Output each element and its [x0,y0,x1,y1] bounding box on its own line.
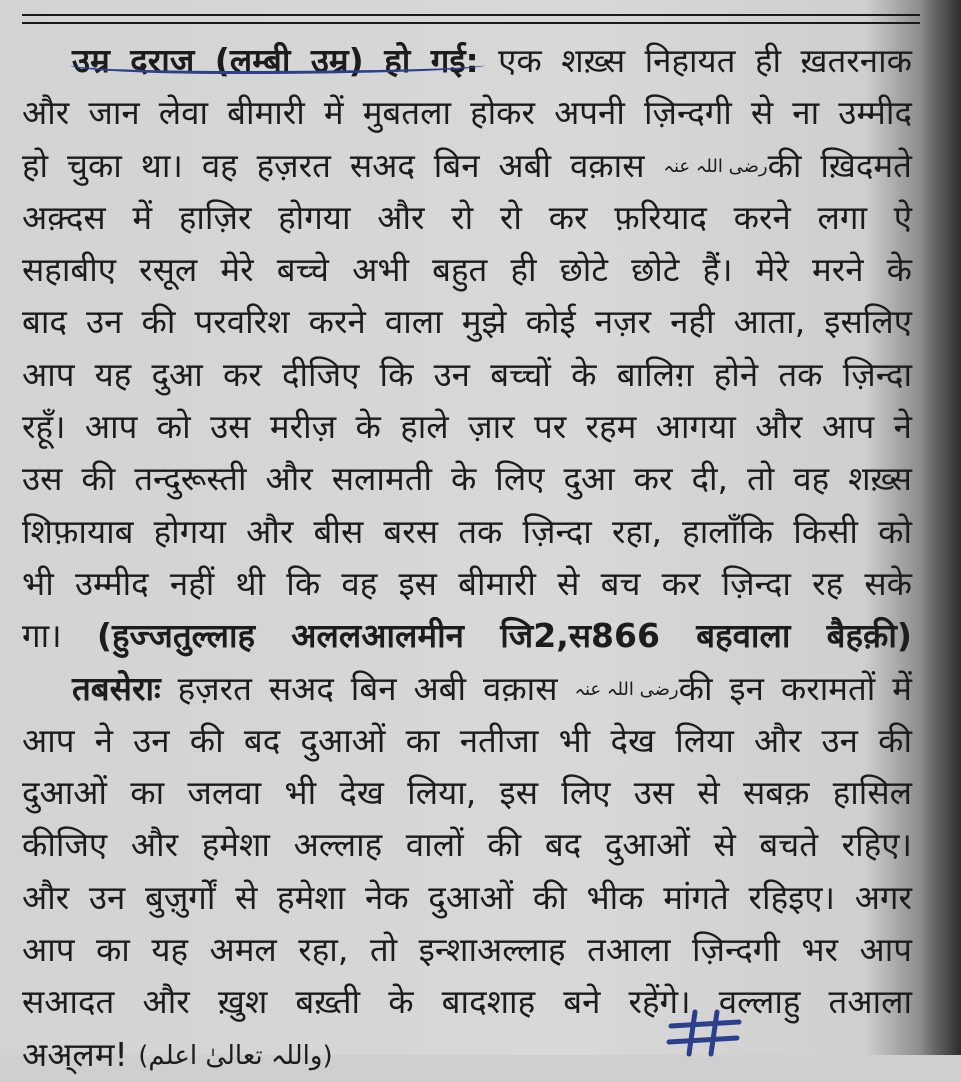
paragraph2-line5: और उन बुज़ुर्गों से हमेशा नेक दुआओं की भीक मांगते रहिइए। अगर [22,877,912,917]
paragraph1-line3 [22,140,912,192]
article-body [22,35,912,1081]
hand-drawn-hash-icon [665,1008,745,1056]
page-edge-shadow [921,0,961,1055]
paragraph1-line7: आप यह दुआ कर दीजिए कि उन बच्चों के बालिग़ होने तक ज़िन्दा [22,354,912,394]
closing-word: अअ्लम! [22,1034,128,1074]
closing-arabic-phrase: (واللہ تعالیٰ اعلم) [138,1040,333,1071]
honorific-ligature: رضی اللہ عنہ [663,155,768,177]
paragraph1-line3-text: हो चुका था। वह हज़रत सअद बिन अबी वक़ास [22,145,645,185]
paragraph2-line1-text: हज़रत सअद बिन अबी वक़ास [160,668,558,708]
paragraph2-line1-tail: की इन करामतों में [678,668,912,708]
paragraph2-closing-line [22,1029,912,1081]
paragraph2-line2: आप ने उन की बद दुआओं का नतीजा भी देख लिया और उन की [22,720,912,760]
paragraph1-line10: शिफ़ायाब होगया और बीस बरस तक ज़िन्दा रहा, हालाँकि किसी को [22,511,912,551]
hash-stroke-vertical-left [689,1012,695,1054]
honorific-ligature: رضی اللہ عنہ [574,678,679,700]
top-border-rule-inner [22,22,920,24]
paragraph1-line12 [22,610,912,662]
paragraph1-line1 [22,35,912,87]
hash-stroke-vertical-right [711,1012,717,1054]
paragraph1-line12-start: गा। [22,616,97,656]
source-reference: (हुज्जतुल्लाह अललआलमीन जि2,स866 बहवाला बैहक़ी) [96,616,912,656]
hash-stroke-horizontal-top [671,1022,739,1026]
paragraph1-line4: अक़्दस में हाज़िर होगया और रो रो कर फ़रियाद करने लगा ऐ [22,197,912,237]
paragraph1-line11: भी उम्मीद नहीं थी कि वह इस बीमारी से बच कर ज़िन्दा रह सके [22,563,912,603]
paragraph1-line8: रहूँ। आप को उस मरीज़ के हाले ज़ार पर रहम आगया और आप ने [22,407,912,447]
heading-text: उम्र दराज (लम्बी उम्र) हो गई: [72,41,479,80]
paragraph2-line6: आप का यह अमल रहा, तो इन्शाअल्लाह तआला ज़िन्दगी भर आप [22,930,912,970]
hash-stroke-horizontal-bottom [669,1038,737,1042]
paragraph2-line3: दुआओं का जलवा भी देख लिया, इस लिए उस से सबक़ हासिल [22,773,912,813]
section-heading-commentary: तबसेराः [72,668,161,708]
paragraph1-line9: उस की तन्दुरूस्ती और सलामती के लिए दुआ कर दी, तो वह शख़्स [22,459,912,499]
paragraph1-line3-tail: की ख़िदमते [767,145,912,185]
paragraph1-line2: और जान लेवा बीमारी में मुबतला होकर अपनी ज़िन्दगी से ना उम्मीद [22,93,912,133]
paragraph1-line6: बाद उन की परवरिश करने वाला मुझे कोई नज़र नही आता, इसलिए [22,302,912,342]
paragraph1-line1-text: एक शख़्स निहायत ही ख़तरनाक [478,41,912,80]
paragraph2-line7: सआदत और ख़ुश बख़्ती के बादशाह बने रहेंगे। वल्लाहु तआला [22,982,912,1022]
top-border-rule [22,14,920,16]
section-heading-long-life [72,41,479,80]
paragraph2-line4: कीजिए और हमेशा अल्लाह वालों की बद दुआओं से बचते रहिए। [22,825,912,865]
paragraph1-line5: सहाबीए रसूल मेरे बच्चे अभी बहुत ही छोटे छोटे हैं। मेरे मरने के [22,250,912,290]
paragraph2-line1 [22,663,912,715]
